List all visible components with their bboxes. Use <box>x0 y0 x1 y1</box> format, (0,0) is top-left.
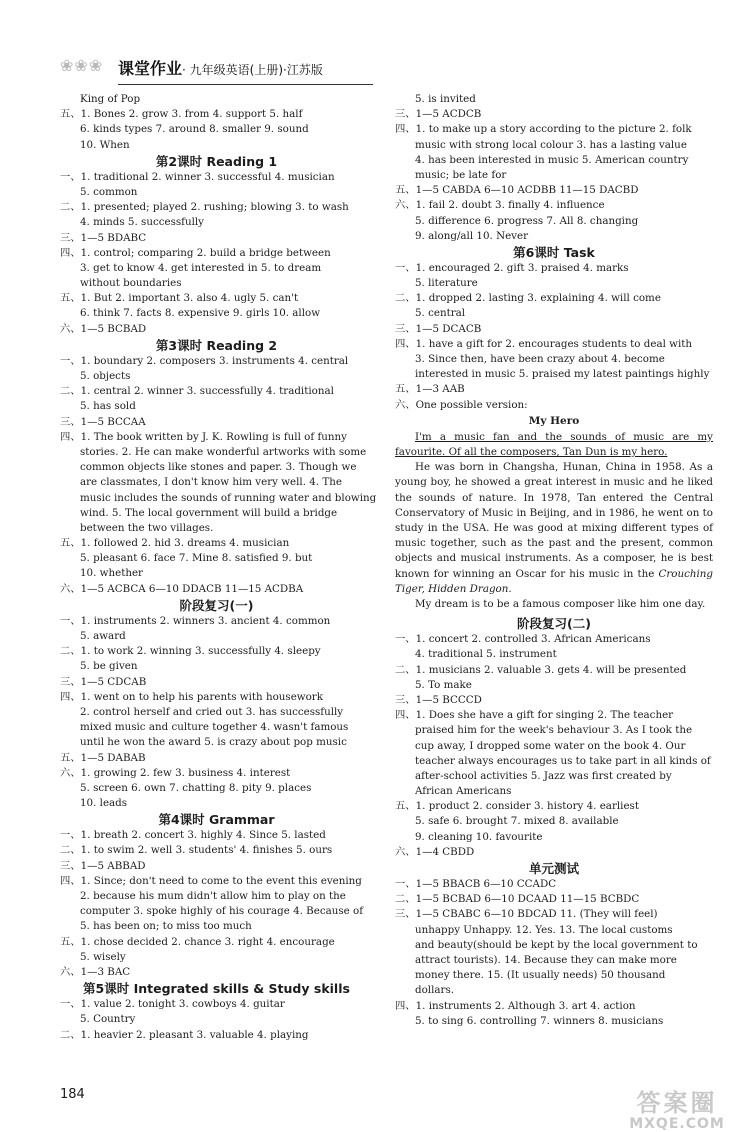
answer-line: attract tourists). 14. Because they can make more <box>415 953 677 966</box>
answer-line: 四、1. to make up a story according to the picture 2. folk <box>395 123 692 136</box>
answer-line: 一、1. traditional 2. winner 3. successful 4. musician <box>60 170 335 183</box>
answer-line: 3. get to know 4. get interested in 5. to dream <box>80 261 322 274</box>
answer-line: mixed music and culture together 4. wasn't famous <box>80 721 349 734</box>
watermark-url: MXQE.COM <box>629 1116 725 1132</box>
page-header <box>40 50 375 96</box>
answer-line: 3. Since then, have been crazy about 4. become <box>415 353 665 365</box>
answer-line: interested in music 5. praised my latest paintings highly <box>415 368 710 381</box>
watermark-logo <box>612 1083 742 1132</box>
answer-line: music includes the sounds of running water and blowing <box>80 491 377 504</box>
answer-line: and beauty(should be kept by the local government to <box>415 938 698 951</box>
answer-line: 4. minds 5. successfully <box>80 216 204 229</box>
answer-line: computer 3. spoke highly of his courage 4. Because of <box>80 905 364 918</box>
header-title <box>118 56 323 79</box>
answer-line: 一、1. value 2. tonight 3. cowboys 4. guitar <box>60 998 285 1011</box>
answer-line: common objects like stones and paper. 3. Though we <box>80 461 357 474</box>
answer-line: wind. 5. The local government will build a bridge <box>80 506 338 519</box>
answer-line: 三、1—5 ABBAD <box>60 859 146 872</box>
answer-line: 二、1. to work 2. winning 3. successfully 4. sleepy <box>60 645 321 658</box>
answer-line: 五、1. product 2. consider 3. history 4. earliest <box>395 800 639 813</box>
answer-line: stories. 2. He can make wonderful artworks with some <box>80 445 367 458</box>
section-heading: 第4课时 Grammar <box>158 812 275 828</box>
essay-paragraph-2-end: . <box>508 582 512 595</box>
answer-line: 9. along/all 10. Never <box>415 229 529 242</box>
answer-line: 2. because his mum didn't allow him to play on the <box>80 890 346 902</box>
answer-line: 二、1. dropped 2. lasting 3. explaining 4. will come <box>395 292 661 305</box>
answer-line: 5. safe 6. brought 7. mixed 8. available <box>415 815 619 828</box>
answer-line: 5. central <box>415 307 466 320</box>
answer-line: 5. Country <box>80 1013 136 1026</box>
book-title: 课堂作业 <box>118 59 183 78</box>
answer-line: 4. has been interested in music 5. American country <box>415 153 689 166</box>
answer-line: 四、1. The book written by J. K. Rowling is full of funny <box>60 430 347 443</box>
answer-line: praised him for the week's behaviour 3. As I took the <box>415 724 693 737</box>
answer-line: 二、1. central 2. winner 3. successfully 4. traditional <box>60 385 334 398</box>
answer-line: after-school activities 5. Jazz was first created by <box>415 769 672 782</box>
section-heading: 阶段复习(二) <box>517 616 591 632</box>
answer-line: money there. 15. (It usually needs) 50 thousand <box>415 969 666 982</box>
book-subtitle: · 九年级英语(上册)·江苏版 <box>182 63 323 77</box>
answer-line: 9. cleaning 10. favourite <box>415 830 543 843</box>
answer-line: 五、1—5 CABDA 6—10 ACDBB 11—15 DACBD <box>395 184 639 197</box>
essay-paragraph-3: My dream is to be a famous composer like him one day. <box>415 597 706 610</box>
answer-line: 一、1. boundary 2. composers 3. instruments 4. central <box>60 354 349 367</box>
answer-line: 5. objects <box>80 370 131 382</box>
answer-line: 六、1. growing 2. few 3. business 4. interest <box>60 766 291 779</box>
answer-line: 二、1. to swim 2. well 3. students' 4. finishes 5. ours <box>60 844 333 857</box>
essay-title: My Hero <box>528 414 580 427</box>
answer-line: 5. wisely <box>80 950 126 963</box>
answer-line: King of Pop <box>80 93 141 105</box>
answer-line: 五、1. But 2. important 3. also 4. ugly 5. can't <box>60 292 299 305</box>
answer-line: 5. be given <box>80 660 138 673</box>
answer-line: 六、One possible version: <box>395 398 528 411</box>
answer-line: 六、1—5 BCBAD <box>60 322 147 335</box>
answer-line: 三、1—5 BCCAA <box>60 415 146 428</box>
essay-intro <box>395 430 713 460</box>
answer-line: 五、1. followed 2. hid 3. dreams 4. musician <box>60 537 290 550</box>
right-column-top <box>395 92 713 413</box>
answer-line: 5. screen 6. own 7. chatting 8. pity 9. places <box>80 781 312 794</box>
answer-line: music with strong local colour 3. has a lasting value <box>415 138 687 151</box>
essay-paragraph-2 <box>395 460 713 597</box>
answer-line: 三、1—5 ACDCB <box>395 108 482 121</box>
section-heading: 第5课时 Integrated skills & Study skills <box>83 981 350 997</box>
answer-line: 五、1. Bones 2. grow 3. from 4. support 5. half <box>60 108 303 121</box>
answer-line: 10. whether <box>80 567 143 580</box>
answer-line: are classmates, I don't know him very well. 4. The <box>80 476 342 489</box>
answer-line: teacher always encourages us to take part in all kinds of <box>415 754 711 767</box>
header-decoration-icon: ❀❀❀ <box>60 56 104 75</box>
section-heading: 单元测试 <box>528 861 579 876</box>
answer-line: without boundaries <box>80 277 182 290</box>
answer-line: 一、1. instruments 2. winners 3. ancient 4. common <box>60 614 331 627</box>
answer-line: 5. literature <box>415 277 478 290</box>
answer-line: dollars. <box>415 984 454 997</box>
header-rule <box>118 84 373 85</box>
section-heading: 第3课时 Reading 2 <box>155 337 278 353</box>
answer-line: 5. difference 6. progress 7. All 8. changing <box>415 214 639 227</box>
essay-paragraph-2-text: He was born in Changsha, Hunan, China in 1958. As a young boy, he showed a great interest in music and he liked the sounds of nature. In 1978, Tan entered the Central Conservatory of Music in Beijing, and in 1986, he went on to study in the USA. He was good at mixing different types of music together, such as the past and the present, common objects and musical instruments. As a composer, he is best known for winning an Oscar for his music in the <box>395 461 713 580</box>
answer-line: 四、1. control; comparing 2. build a bridge between <box>60 246 331 259</box>
answer-line: 三、1—5 CDCAB <box>60 675 147 688</box>
answer-line: 2. control herself and cried out 3. has successfully <box>80 705 344 718</box>
answer-line: 一、1. encouraged 2. gift 3. praised 4. marks <box>395 261 629 274</box>
answer-line: 二、1. presented; played 2. rushing; blowing 3. to wash <box>60 201 349 214</box>
answer-line: 一、1—5 BBACB 6—10 CCADC <box>395 878 557 890</box>
right-column-bottom <box>395 615 713 1029</box>
answer-line: 六、1. fail 2. doubt 3. finally 4. influence <box>395 199 605 212</box>
answer-line: 5. is invited <box>415 93 476 105</box>
answer-line: 4. traditional 5. instrument <box>415 648 557 661</box>
answer-line: 六、1—4 CBDD <box>395 845 475 858</box>
answer-line: 五、1—5 DABAB <box>60 751 146 764</box>
answer-line: until he won the award 5. is crazy about pop music <box>80 736 347 749</box>
answer-line: 六、1—3 BAC <box>60 965 131 978</box>
answer-line: 5. To make <box>415 678 472 691</box>
answer-line: between the two villages. <box>80 521 214 534</box>
answer-line: 5. has sold <box>80 400 136 413</box>
answer-line: 四、1. instruments 2. Although 3. art 4. action <box>395 999 636 1012</box>
answer-line: 四、1. went on to help his parents with housework <box>60 690 323 703</box>
answer-line: 一、1. concert 2. controlled 3. African Americans <box>395 633 651 646</box>
answer-line: 四、1. Since; don't need to come to the event this evening <box>60 874 362 887</box>
section-heading: 阶段复习(一) <box>179 597 254 613</box>
answer-line: 三、1—5 BDABC <box>60 231 147 244</box>
answer-line: 六、1—5 ACBCA 6—10 DDACB 11—15 ACDBA <box>60 582 304 595</box>
left-column <box>60 92 377 1043</box>
answer-line: 三、1—5 BCCCD <box>395 693 482 706</box>
answer-line: 一、1. breath 2. concert 3. highly 4. Since 5. lasted <box>60 829 326 842</box>
answer-line: 5. to sing 6. controlling 7. winners 8. musicians <box>415 1014 664 1027</box>
answer-line: 四、1. Does she have a gift for singing 2. The teacher <box>395 709 674 722</box>
answer-line: 5. award <box>80 630 126 642</box>
section-heading: 第6课时 Task <box>513 244 595 260</box>
answer-line: 三、1—5 DCACB <box>395 322 482 335</box>
watermark-title: 答案圈 <box>636 1089 718 1117</box>
answer-line: 5. has been on; to miss too much <box>80 920 252 933</box>
section-heading: 第2课时 Reading 1 <box>155 153 278 169</box>
right-column <box>395 92 713 1029</box>
essay-film-title: Crouching Tiger, Hidden Dragon <box>395 567 713 595</box>
essay-intro-text: I'm a music fan and the sounds of music are my favourite. Of all the composers, Tan Dun is my hero. <box>395 430 713 458</box>
answer-line: cup away, I dropped some water on the book 4. Our <box>415 739 686 752</box>
answer-line: 二、1. musicians 2. valuable 3. gets 4. will be presented <box>395 663 687 676</box>
answer-line: 二、1—5 BCBAD 6—10 DCAAD 11—15 BCBDC <box>395 893 640 906</box>
answer-line: 5. common <box>80 185 138 198</box>
answer-line: 五、1. chose decided 2. chance 3. right 4. encourage <box>60 935 335 948</box>
answer-line: 三、1—5 CBABC 6—10 BDCAD 11. (They will feel) <box>395 908 658 921</box>
page-number: 184 <box>60 1087 85 1102</box>
answer-line: 5. pleasant 6. face 7. Mine 8. satisfied 9. but <box>80 552 313 565</box>
answer-line: 6. kinds types 7. around 8. smaller 9. sound <box>80 123 309 136</box>
answer-line: 10. leads <box>80 797 128 810</box>
answer-line: 五、1—3 AAB <box>395 383 465 396</box>
answer-line: 6. think 7. facts 8. expensive 9. girls 10. allow <box>80 307 321 320</box>
answer-line: African Americans <box>415 785 512 798</box>
answer-line: 二、1. heavier 2. pleasant 3. valuable 4. playing <box>60 1028 309 1041</box>
answer-line: unhappy Unhappy. 12. Yes. 13. The local customs <box>415 923 673 936</box>
answer-line: music; be late for <box>415 168 507 181</box>
answer-line: 四、1. have a gift for 2. encourages students to deal with <box>395 337 693 350</box>
answer-line: 10. When <box>80 138 130 151</box>
